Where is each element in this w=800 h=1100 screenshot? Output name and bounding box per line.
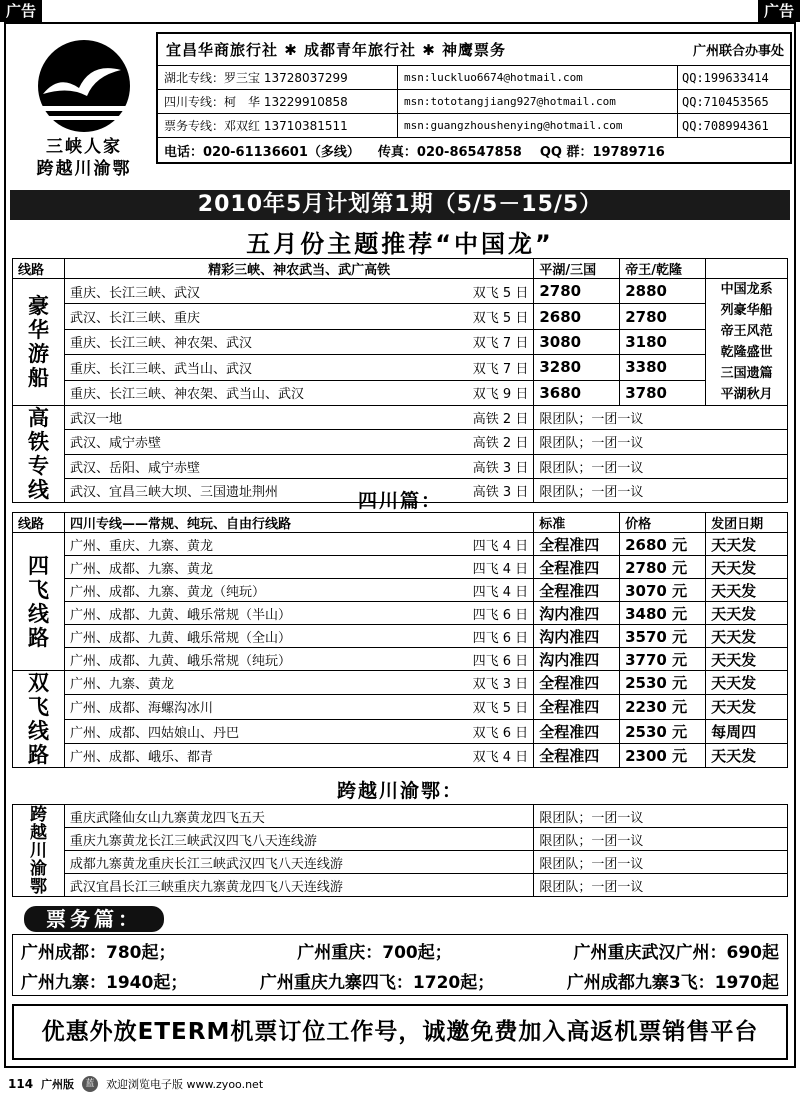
- price-cell: 限团队；一团一议: [534, 454, 788, 478]
- table-row: [13, 304, 788, 329]
- header-cell: 平湖/三国: [534, 259, 620, 279]
- price-cell: 3080: [534, 329, 620, 354]
- price-cell: 2680 元: [620, 533, 706, 556]
- agency-logo: [14, 36, 154, 186]
- contact-row: [158, 114, 790, 138]
- date-cell: 天天发: [706, 648, 788, 671]
- ticket-fare: 广州成都九寨3飞：1970起: [566, 972, 779, 993]
- price-cell: 限团队；一团一议: [534, 805, 788, 828]
- route-cell: 重庆、长江三峡、神农架、武汉 双飞 7 日: [64, 329, 533, 354]
- date-cell: 天天发: [706, 579, 788, 602]
- agency-title-row: [158, 34, 790, 66]
- agencies-title: 宜昌华商旅行社 ✱ 成都青年旅行社 ✱ 神鹰票务: [166, 41, 507, 59]
- table-row: [13, 406, 788, 430]
- contact-line: 四川专线：柯 华 13229910858: [158, 90, 398, 113]
- table-row: [13, 851, 788, 874]
- price-cell: 2300 元: [620, 743, 706, 767]
- route-cell: 广州、成都、海螺沟冰川 双飞 5 日: [64, 695, 533, 719]
- standard-cell: 全程准四: [534, 719, 620, 743]
- contact-row: [158, 90, 790, 114]
- route-cell: 广州、成都、九寨、黄龙 四飞 4 日: [64, 556, 533, 579]
- ticket-row: [13, 935, 787, 965]
- ticket-fare: 广州九寨：1940起；: [21, 972, 188, 993]
- table-row: [13, 556, 788, 579]
- table-row: [13, 719, 788, 743]
- gull-logo-icon: [29, 36, 139, 136]
- route-cell: 重庆九寨黄龙长江三峡武汉四飞八天连线游: [64, 828, 533, 851]
- header: [8, 28, 792, 188]
- price-cell: 3280: [534, 355, 620, 380]
- fax-number: 传真：020-86547858: [377, 144, 522, 160]
- route-cell: 武汉、长江三峡、重庆 双飞 5 日: [64, 304, 533, 329]
- table-row: [13, 279, 788, 304]
- date-cell: 每周四: [706, 719, 788, 743]
- logo-line-2: 跨越川渝鄂: [36, 159, 132, 179]
- page-number: 114: [8, 1077, 34, 1091]
- ticket-fare: 广州成都：780起；: [21, 942, 176, 963]
- footer-website[interactable]: 欢迎浏览电子版 www.zyoo.net: [106, 1078, 264, 1091]
- date-cell: 天天发: [706, 743, 788, 767]
- office-name: 广州联合办事处: [692, 44, 784, 59]
- header-cell: 线路: [13, 259, 65, 279]
- date-cell: 天天发: [706, 695, 788, 719]
- price-cell: 2230 元: [620, 695, 706, 719]
- route-cell: 重庆、长江三峡、神农架、武当山、武汉 双飞 9 日: [64, 380, 533, 405]
- price-cell: 2530 元: [620, 719, 706, 743]
- qq-group: QQ 群：19789716: [539, 144, 665, 160]
- route-cell: 广州、成都、九黄、峨乐常规（半山） 四飞 6 日: [64, 602, 533, 625]
- price-cell: 2880: [620, 279, 706, 304]
- price-cell: 2780: [534, 279, 620, 304]
- ticket-fare: 广州重庆九寨四飞：1720起；: [259, 972, 495, 993]
- route-cell: 武汉、咸宁赤壁 高铁 2 日: [64, 430, 533, 454]
- theme-title: 五月份主题推荐“中国龙”: [246, 230, 554, 258]
- cruise-side-label: 豪 华 游 船: [13, 279, 65, 406]
- header-cell: 发团日期: [706, 513, 788, 533]
- contact-msn: msn:luckluo6674@hotmail.com: [398, 66, 678, 89]
- edition-label: 广州版: [41, 1078, 75, 1091]
- cross-side-label: 跨 越 川 渝 鄂: [13, 805, 65, 897]
- price-cell: 限团队；一团一议: [534, 828, 788, 851]
- standard-cell: 沟内准四: [534, 625, 620, 648]
- standard-cell: 全程准四: [534, 743, 620, 767]
- contact-box: [156, 32, 792, 164]
- two-flight-side-label: 双 飞 线 路: [13, 671, 65, 768]
- table-row: [13, 695, 788, 719]
- table-row: [13, 828, 788, 851]
- route-cell: 广州、重庆、九寨、黄龙 四飞 4 日: [64, 533, 533, 556]
- table-row: [13, 671, 788, 695]
- header-cell: 精彩三峡、神农武当、武广高铁: [64, 259, 533, 279]
- table-row: [13, 743, 788, 767]
- standard-cell: 全程准四: [534, 671, 620, 695]
- price-cell: 限团队；一团一议: [534, 430, 788, 454]
- table-header: [13, 259, 788, 279]
- price-cell: 3070 元: [620, 579, 706, 602]
- header-cell: 四川专线——常规、纯玩、自由行线路: [64, 513, 533, 533]
- price-cell: 2780 元: [620, 556, 706, 579]
- table-row: [13, 454, 788, 478]
- table-row: [13, 430, 788, 454]
- table-row: [13, 602, 788, 625]
- contact-row: [158, 66, 790, 90]
- price-cell: 3180: [620, 329, 706, 354]
- date-cell: 天天发: [706, 625, 788, 648]
- date-cell: 天天发: [706, 602, 788, 625]
- price-cell: 3680: [534, 380, 620, 405]
- tickets-box: [12, 934, 788, 996]
- sichuan-table: [12, 512, 788, 768]
- cross-table: [12, 804, 788, 897]
- price-cell: 限团队；一团一议: [534, 874, 788, 897]
- header-cell: 价格: [620, 513, 706, 533]
- table-row: [13, 533, 788, 556]
- route-cell: 广州、成都、峨乐、都青 双飞 4 日: [64, 743, 533, 767]
- standard-cell: 沟内准四: [534, 602, 620, 625]
- table-row: [13, 874, 788, 897]
- ad-label-left: 广告: [0, 0, 42, 22]
- price-cell: 2780: [620, 304, 706, 329]
- page-footer: [8, 1076, 263, 1092]
- logo-line-1: 三峡人家: [46, 137, 122, 157]
- contact-line: 湖北专线：罗三宝 13728037299: [158, 66, 398, 89]
- route-cell: 武汉宜昌长江三峡重庆九寨黄龙四飞八天连线游: [64, 874, 533, 897]
- route-cell: 成都九寨黄龙重庆长江三峡武汉四飞八天连线游: [64, 851, 533, 874]
- standard-cell: 全程准四: [534, 695, 620, 719]
- table-header: [13, 513, 788, 533]
- issue-banner: 2010年5月计划第1期（5/5－15/5）: [10, 190, 790, 220]
- route-cell: 重庆武隆仙女山九寨黄龙四飞五天: [64, 805, 533, 828]
- route-cell: 重庆、长江三峡、武汉 双飞 5 日: [64, 279, 533, 304]
- cruise-rail-table: [12, 258, 788, 503]
- cross-section-title: 跨越川渝鄂：: [336, 780, 463, 802]
- ticket-row: [13, 965, 787, 995]
- ticket-fare: 广州重庆武汉广州：690起: [573, 942, 779, 963]
- table-row: [13, 648, 788, 671]
- route-cell: 广州、成都、四姑娘山、丹巴 双飞 6 日: [64, 719, 533, 743]
- tickets-section-title: 票务篇：: [24, 906, 164, 932]
- price-cell: 2530 元: [620, 671, 706, 695]
- contact-qq: QQ:710453565: [682, 94, 769, 109]
- date-cell: 天天发: [706, 556, 788, 579]
- route-cell: 广州、成都、九寨、黄龙（纯玩） 四飞 4 日: [64, 579, 533, 602]
- header-cell: 标准: [534, 513, 620, 533]
- price-cell: 2680: [534, 304, 620, 329]
- table-row: [13, 805, 788, 828]
- promo-banner: 优惠外放ETERM机票订位工作号，诚邀免费加入高返机票销售平台: [12, 1004, 788, 1060]
- table-row: [13, 625, 788, 648]
- standard-cell: 全程准四: [534, 533, 620, 556]
- route-cell: 武汉、宜昌三峡大坝、三国遗址荆州 高铁 3 日: [64, 478, 533, 502]
- ad-label-right: 广告: [758, 0, 800, 22]
- price-cell: 3780: [620, 380, 706, 405]
- edition-badge-icon: 蓝: [82, 1076, 98, 1092]
- contact-qq: QQ:199633414: [682, 70, 769, 85]
- price-cell: 限团队；一团一议: [534, 406, 788, 430]
- price-cell: 限团队；一团一议: [534, 478, 788, 502]
- four-flight-side-label: 四 飞 线 路: [13, 533, 65, 671]
- route-cell: 广州、成都、九黄、峨乐常规（纯玩） 四飞 6 日: [64, 648, 533, 671]
- route-cell: 广州、九寨、黄龙 双飞 3 日: [64, 671, 533, 695]
- standard-cell: 全程准四: [534, 579, 620, 602]
- route-cell: 重庆、长江三峡、武当山、武汉 双飞 7 日: [64, 355, 533, 380]
- route-cell: 广州、成都、九黄、峨乐常规（全山） 四飞 6 日: [64, 625, 533, 648]
- rail-side-label: 高 铁 专 线: [13, 406, 65, 503]
- route-cell: 武汉一地 高铁 2 日: [64, 406, 533, 430]
- cruise-note: 中国龙系 列豪华船 帝王风范 乾隆盛世 三国遗篇 平湖秋月: [706, 279, 788, 406]
- price-cell: 3770 元: [620, 648, 706, 671]
- header-cell: [706, 259, 788, 279]
- contact-msn: msn:guangzhoushenying@hotmail.com: [398, 114, 678, 137]
- phone-row: [158, 138, 790, 162]
- header-cell: 帝王/乾隆: [620, 259, 706, 279]
- route-cell: 武汉、岳阳、咸宁赤壁 高铁 3 日: [64, 454, 533, 478]
- date-cell: 天天发: [706, 671, 788, 695]
- table-row: [13, 329, 788, 354]
- table-row: [13, 579, 788, 602]
- contact-msn: msn:tototangjiang927@hotmail.com: [398, 90, 678, 113]
- table-row: [13, 355, 788, 380]
- standard-cell: 全程准四: [534, 556, 620, 579]
- price-cell: 3480 元: [620, 602, 706, 625]
- contact-line: 票务专线：邓双红 13710381511: [158, 114, 398, 137]
- price-cell: 3570 元: [620, 625, 706, 648]
- ticket-fare: 广州重庆：700起；: [297, 942, 452, 963]
- header-cell: 线路: [13, 513, 65, 533]
- date-cell: 天天发: [706, 533, 788, 556]
- standard-cell: 沟内准四: [534, 648, 620, 671]
- table-row: [13, 380, 788, 405]
- sichuan-section-title: 四川篇：: [357, 490, 442, 512]
- price-cell: 限团队；一团一议: [534, 851, 788, 874]
- price-cell: 3380: [620, 355, 706, 380]
- phone-number: 电话：020-61136601（多线）: [164, 144, 360, 160]
- contact-qq: QQ:708994361: [682, 118, 769, 133]
